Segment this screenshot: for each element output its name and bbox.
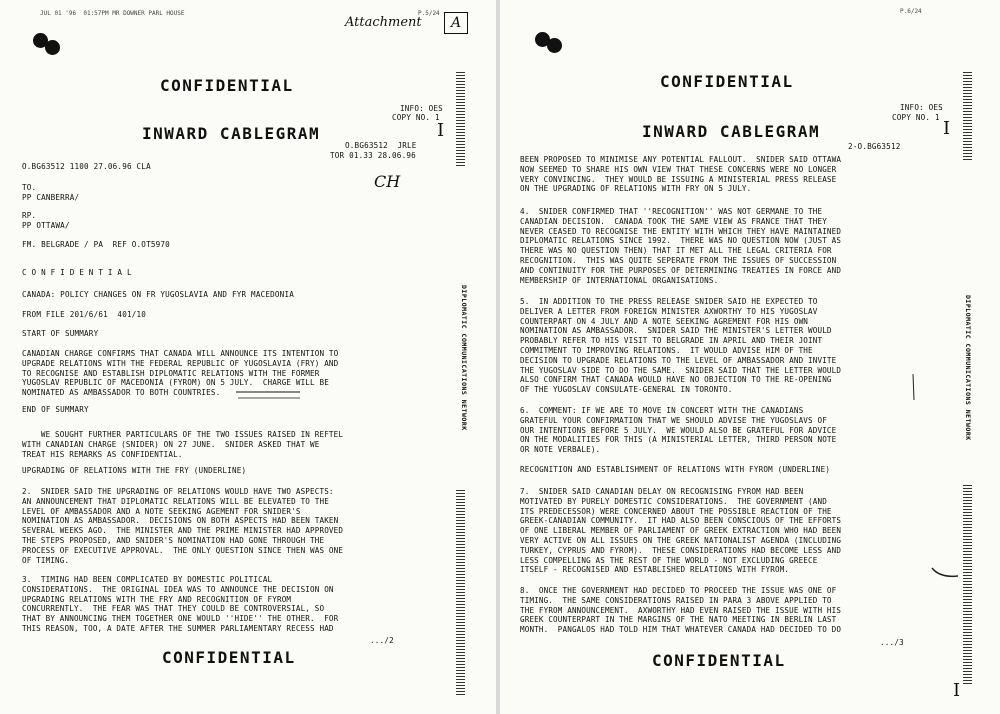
from-line: FM. BELGRADE / PA REF O.OT5970 bbox=[22, 240, 170, 249]
confidential-bottom: CONFIDENTIAL bbox=[162, 648, 296, 667]
to-label: TO. bbox=[22, 183, 37, 192]
ref-line: 2-O.BG63512 bbox=[848, 142, 901, 151]
end-of-summary: END OF SUMMARY bbox=[22, 405, 89, 414]
subject-line: CANADA: POLICY CHANGES ON FR YUGOSLAVIA AND FYR MACEDONIA bbox=[22, 290, 294, 299]
start-of-summary: START OF SUMMARY bbox=[22, 329, 99, 338]
handwritten-initials: CH bbox=[374, 172, 401, 191]
paragraph-8: 8. ONCE THE GOVERNMENT HAD DECIDED TO PROCEED THE ISSUE WAS ONE OF TIMING. THE SAME CONSIDERATIONS RAISED IN PARA 3 ABOVE APPLIED TO THE FYROM ANNOUNCEMENT. AXWORTHY HAD EVEN RAISED THE ISSUE WITH HIS GREEK COUNTERPART IN THE MARGINS OF THE NATO MEETING IN BERLIN LAST MONTH. PANGALOS HAD TOLD HIM THAT WHATEVER CANADA HAD DECIDED TO DO bbox=[520, 586, 842, 635]
classification-spaced: C O N F I D E N T I A L bbox=[22, 268, 132, 277]
page-number: P.6/24 bbox=[900, 8, 922, 15]
paragraph-3: 3. TIMING HAD BEEN COMPLICATED BY DOMESTIC POLITICAL CONSIDERATIONS. THE ORIGINAL IDEA WAS TO ANNOUNCE THE DECISION ON UPGRADING RELATIONS WITH THE FRY AND RECOGNITION OF FYROM CONCURRENTLY. THE FEAR WAS THAT THEY COULD BE CONTROVERSIAL, SO THAT BY ANNOUNCING THEM TOGETHER ONE WOULD ''HIDE'' THE OTHER. FOR THIS REASON, TOO, A DATE AFTER THE SUMMER PARLIAMENTARY RECESS HAD bbox=[22, 575, 339, 633]
paragraph-6: 6. COMMENT: IF WE ARE TO MOVE IN CONCERT WITH THE CANADIANS GRATEFUL YOUR CONFIRMATION THAT WE SHOULD ADVISE THE YUGOSLAVS OF OUR INTENTIONS BEFORE 5 JULY. WE WOULD ALSO BE GRATEFUL FOR ADVICE ON THE MODALITIES FOR THIS (A MINISTERIAL LETTER, THIRD PERSON NOTE OR NOTE VERBALE). bbox=[520, 406, 837, 455]
i-mark: I bbox=[953, 680, 961, 701]
paragraph-7: 7. SNIDER SAID CANADIAN DELAY ON RECOGNISING FYROM HAD BEEN MOTIVATED BY PURELY DOMESTIC CONSIDERATIONS. THE GOVERNMENT (AND ITS PREDECESSOR) WERE CONCERNED ABOUT THE POSSIBLE REACTION OF THE GREEK-CANADIAN COMMUNITY. IT HAD ALSO BEEN CONSCIOUS OF THE EFFORTS OF ONE LIBERAL MEMBER OF PARLIAMENT OF GREEK EXTRACTION WHO HAD BEEN VERY ACTIVE ON ALL ISSUES ON THE GREEK NATIONALIST AGENDA (INCLUDING TURKEY, CYPRUS AND FYROM). THESE CONSIDERATIONS HAD BECOME LESS AND LESS COMPELLING AS THE REST OF THE WORLD - NOT EXCLUDING GREECE ITSELF - RECOGNISED AND ESTABLISHED RELATIONS WITH FYROM. bbox=[520, 487, 842, 575]
attachment-handwritten: Attachment bbox=[345, 15, 422, 30]
rp-value: PP OTTAWA/ bbox=[22, 221, 70, 230]
info-line: INFO: OES bbox=[900, 103, 943, 112]
paragraph-5: 5. IN ADDITION TO THE PRESS RELEASE SNIDER SAID HE EXPECTED TO DELIVER A LETTER FROM FOREIGN MINISTER AXWORTHY TO HIS YUGOSLAV COUNTERPART ON 4 JULY AND A NOTE SEEKING AGREMENT FOR HIS OWN NOMINATION AS AMBASSADOR. SNIDER SAID THE MINISTER'S LETTER WOULD PROBABLY REFER TO HIS VISIT TO BELGRADE IN APRIL AND THEIR JOINT COMMITMENT TO IMPROVING RELATIONS. IT WOULD ADVISE HIM OF THE DECISION TO UPGRADE RELATIONS TO THE LEVEL OF AMBASSADOR AND INVITE THE YUGOSLAV SIDE TO DO THE SAME. SNIDER SAID THAT THE LETTER WOULD ALSO CONFIRM THAT CANADA WOULD HAVE NO OBJECTION TO THE RE-OPENING OF THE YUGOSLAV CONSULATE-GENERAL IN TORONTO. bbox=[520, 297, 842, 395]
cable-page-2 bbox=[500, 0, 1000, 714]
confidential-top: CONFIDENTIAL bbox=[160, 76, 294, 95]
continued-marker: .../3 bbox=[880, 638, 904, 647]
paragraph-2: 2. SNIDER SAID THE UPGRADING OF RELATIONS WOULD HAVE TWO ASPECTS: AN ANNOUNCEMENT THAT DIPLOMATIC RELATIONS WILL BE ELEVATED TO THE LEVEL OF AMBASSADOR AND A NOTE SEEKING AGEMENT FOR SNIDER'S NOMINATION AS AMBASSADOR. DECISIONS ON BOTH ASPECTS HAD BEEN TAKEN SEVERAL WEEKS AGO. THE MINISTER AND THE PRIME MINISTER HAD APPROVED THE STEPS PROPOSED, AND SNIDER'S NOMINATION HAD GONE THROUGH THE PROCESS OF EXECUTIVE APPROVAL. THE ONLY QUESTION SINCE THEN WAS ONE OF TIMING. bbox=[22, 487, 344, 565]
pen-marks bbox=[500, 0, 1000, 714]
margin-pen-curve bbox=[932, 568, 958, 576]
tor-line: TOR 01.33 28.06.96 bbox=[330, 151, 416, 160]
to-value: PP CANBERRA/ bbox=[22, 193, 80, 202]
ref-line: O.BG63512 JRLE bbox=[345, 141, 417, 150]
fyrom-heading: RECOGNITION AND ESTABLISHMENT OF RELATIONS WITH FYROM (UNDERLINE) bbox=[520, 465, 831, 474]
attachment-letter-box: A bbox=[444, 12, 468, 34]
i-mark: I bbox=[437, 120, 445, 141]
side-network-label: DIPLOMATIC COMMUNICATIONS NETWORK bbox=[964, 295, 972, 441]
summary-text: CANADIAN CHARGE CONFIRMS THAT CANADA WILL ANNOUNCE ITS INTENTION TO UPGRADE RELATIONS WITH THE FEDERAL REPUBLIC OF YUGOSLAVIA (FRY) AND TO RECOGNISE AND ESTABLISH DIPLOMATIC RELATIONS WITH THE FORMER YUGOSLAV REPUBLIC OF MACEDONIA (FYROM) ON 5 JULY. CHARGE WILL BE NOMINATED AS AMBASSADOR TO BOTH COUNTRIES. bbox=[22, 349, 339, 398]
side-network-label: DIPLOMATIC COMMUNICATIONS NETWORK bbox=[460, 285, 468, 431]
margin-stripe bbox=[456, 72, 465, 167]
confidential-bottom: CONFIDENTIAL bbox=[652, 651, 786, 670]
copy-line: COPY NO. 1 bbox=[892, 113, 940, 122]
paragraph-4: 4. SNIDER CONFIRMED THAT ''RECOGNITION'' WAS NOT GERMANE TO THE CANADIAN DECISION. CANADA TOOK THE SAME VIEW AS FRANCE THAT THEY NEVER CEASED TO RECOGNISE THE ENTITY WITH WHICH THEY HAVE MAINTAINED DIPLOMATIC RELATIONS SINCE 1992. THERE WAS NO QUESTION NOW (JUST AS THERE WAS NO QUESTION THEN) THAT IT MET ALL THE LEGAL CRITERIA FOR RECOGNITION. THIS WAS QUITE SEPERATE FROM THE ISSUES OF SUCCESSION AND CONTINUITY FOR THE PURPOSES OF DETERMINING TREATIES IN FORCE AND MEMBERSHIP OF INTERNATIONAL ORGANISATIONS. bbox=[520, 207, 842, 285]
info-line: INFO: OES bbox=[400, 104, 443, 113]
punch-hole bbox=[45, 40, 60, 55]
paragraph-1: WE SOUGHT FURTHER PARTICULARS OF THE TWO ISSUES RAISED IN REFTEL WITH CANADIAN CHARGE (SNIDER) ON 27 JUNE. SNIDER ASKED THAT WE TREAT HIS REMARKS AS CONFIDENTIAL. bbox=[22, 430, 344, 459]
i-mark: I bbox=[943, 118, 951, 139]
message-number: O.BG63512 1100 27.06.96 CLA bbox=[22, 162, 151, 171]
paragraph-continued: BEEN PROPOSED TO MINIMISE ANY POTENTIAL FALLOUT. SNIDER SAID OTTAWA NOW SEEMED TO SHARE HIS OWN VIEW THAT THESE CONCERNS WERE NO LONGER VERY CONVINCING. THEY WOULD BE ISSUING A MINISTERIAL PRESS RELEASE ON THE UPGRADING OF RELATIONS WITH FRY ON 5 JULY. bbox=[520, 155, 842, 194]
margin-pen-line bbox=[913, 374, 914, 400]
rp-label: RP. bbox=[22, 211, 37, 220]
cable-page-1 bbox=[0, 0, 496, 714]
copy-line: COPY NO. 1 bbox=[392, 113, 440, 122]
upgrading-heading: UPGRADING OF RELATIONS WITH THE FRY (UNDERLINE) bbox=[22, 466, 247, 475]
continued-marker: .../2 bbox=[370, 636, 394, 645]
fax-header: JUL 01 '96 01:57PM MR DOWNER PARL HOUSE bbox=[40, 10, 185, 17]
cablegram-title: INWARD CABLEGRAM bbox=[142, 124, 321, 143]
cablegram-title: INWARD CABLEGRAM bbox=[642, 122, 821, 141]
confidential-top: CONFIDENTIAL bbox=[660, 72, 794, 91]
file-reference: FROM FILE 201/6/61 401/10 bbox=[22, 310, 147, 319]
page-number: P.5/24 bbox=[418, 10, 440, 17]
margin-stripe bbox=[456, 490, 465, 695]
